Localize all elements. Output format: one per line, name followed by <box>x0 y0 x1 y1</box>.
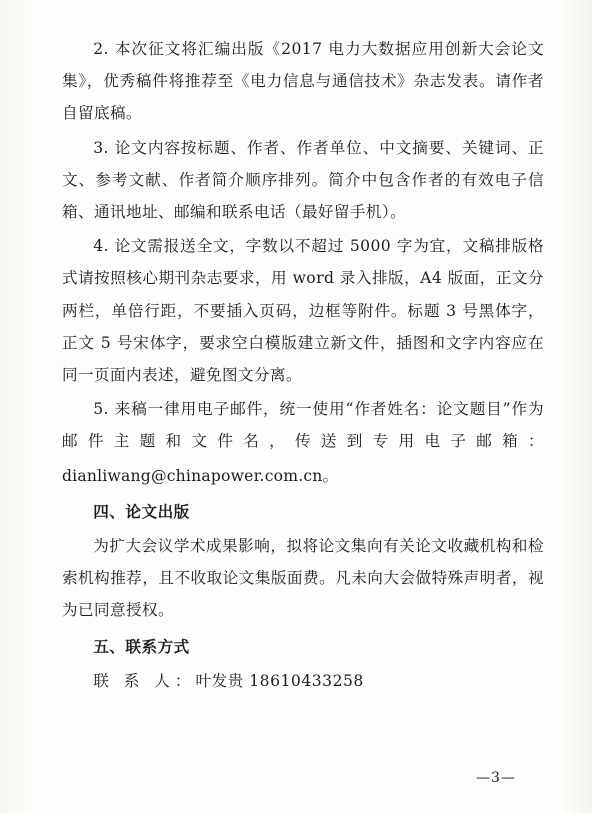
section-heading-publication: 四、论文出版 <box>93 502 190 521</box>
paragraph-item-2: 2. 本次征文将汇编出版《2017 电力大数据应用创新大会论文集》，优秀稿件将推荐至《电力信息与通信技术》杂志发表。请作者自留底稿。 <box>62 40 544 123</box>
paragraph-item-4: 4. 论文需报送全文，字数以不超过 5000 字为宜，文稿排版格式请按照核心期刊杂志要求，用 word 录入排版，A4 版面，正文分两栏，单倍行距，不要插入页码，边框等附件。标题 3 号黑体字，正文 5 号宋体字，要求空白模版建立新文件，插图和文字内容应在同一页面内表述，避免图文分离。 <box>62 237 544 385</box>
paragraph-item-5: 5. 来稿一律用电子邮件，统一使用“作者姓名：论文题目”作为邮件主题和文件名，传送到专用电子邮箱： <box>62 400 544 451</box>
submission-email: dianliwang@chinapower.com.cn。 <box>62 466 339 485</box>
page-number: —3— <box>476 770 516 786</box>
contact-line <box>62 665 544 697</box>
contact-value: 叶发贵 18610433258 <box>195 671 364 690</box>
publication-paragraph: 为扩大会议学术成果影响，拟将论文集向有关论文收藏机构和检索机构推荐，且不收取论文集版面费。凡未向大会做特殊声明者，视为已同意授权。 <box>62 537 544 620</box>
contact-label: 联 系 人： <box>93 671 196 690</box>
paragraph-item-3: 3. 论文内容按标题、作者、作者单位、中文摘要、关键词、正文、参考文献、作者简介顺序排列。简介中包含作者的有效电子信箱、通讯地址、邮编和联系电话（最好留手机）。 <box>62 138 544 222</box>
section-heading-contact: 五、联系方式 <box>93 637 190 656</box>
document-body <box>62 33 544 697</box>
